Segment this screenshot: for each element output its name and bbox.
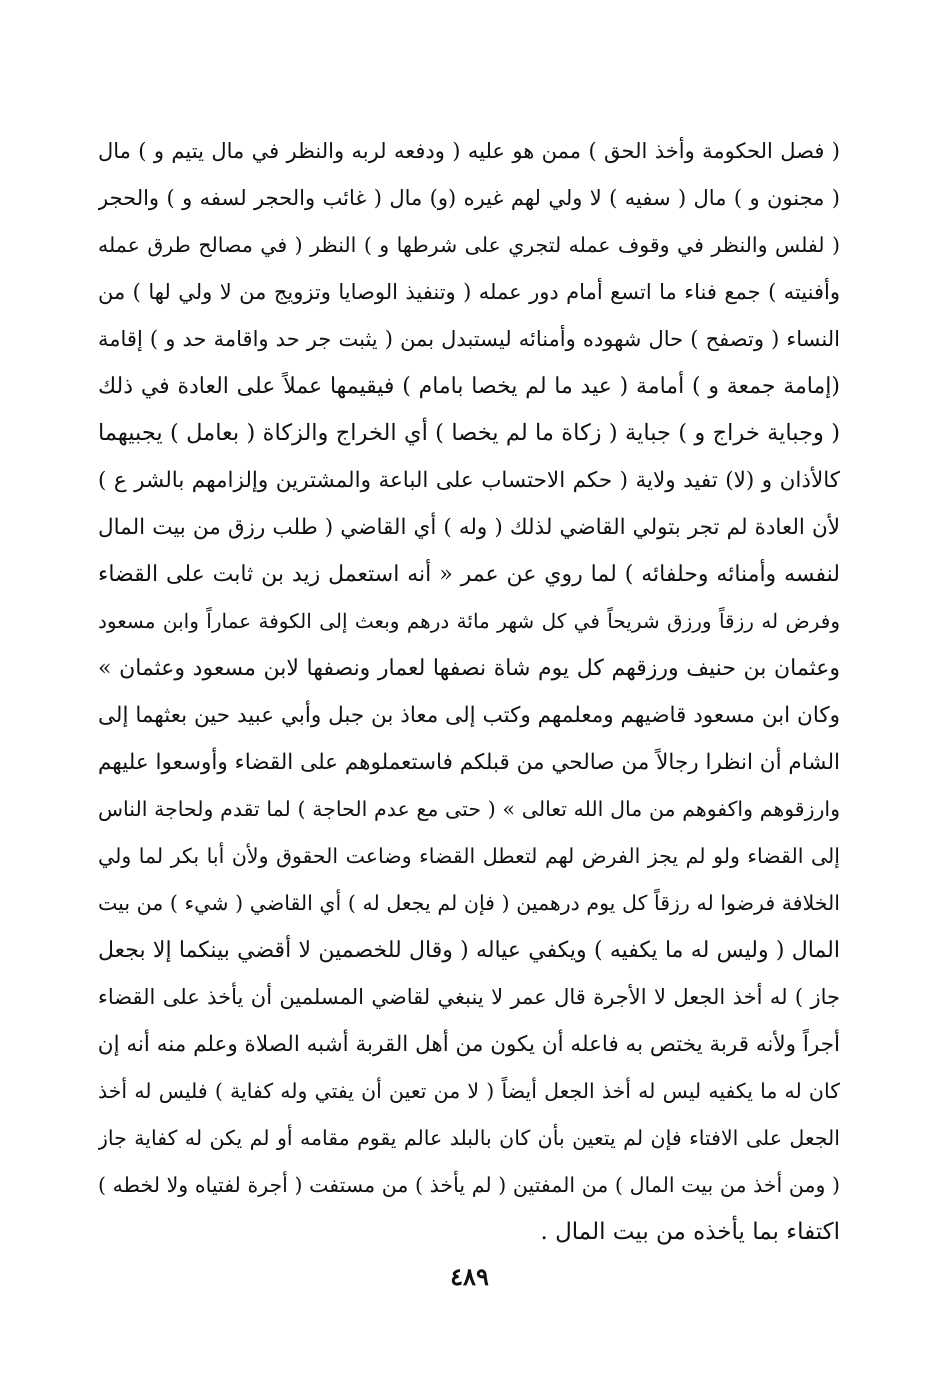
text-line: كالأذان و (لا) تفيد ولاية ( حكم الاحتساب على الباعة والمشترين وإلزامهم بالشر ع ) [98,468,840,493]
text-line: ( مجنون و ) مال ( سفيه ) لا ولي لهم غيره (و) مال ( غائب والحجر لسفه و ) والحجر [98,186,840,210]
page-number: ٤٨٩ [450,1262,489,1291]
text-line: الخلافة فرضوا له رزقاً كل يوم درهمين ( فإن لم يجعل له ) أي القاضي ( شيء ) من بيت [98,891,840,915]
text-line: النساء ( وتصفح ) حال شهوده وأمنائه ليستبدل بمن ( يثبت جر حد واقامة حد و ) إقامة [98,327,840,351]
text-line: لنفسه وأمنائه وحلفائه ) لما روي عن عمر « أنه استعمل زيد بن ثابت على القضاء [98,562,840,587]
text-line: الشام أن انظرا رجالاً من صالحي من قبلكم فاستعملوهم على القضاء وأوسعوا عليهم [98,750,840,775]
text-line: كان له ما يكفيه ليس له أخذ الجعل أيضاً ( لا من تعين أن يفتي وله كفاية ) فليس له أخذ [98,1079,840,1103]
text-line: لأن العادة لم تجر بتولي القاضي لذلك ( وله ) أي القاضي ( طلب رزق من بيت المال [98,515,840,540]
text-line: ( فصل الحكومة وأخذ الحق ) ممن هو عليه ( ودفعه لربه والنظر في مال يتيم و ) مال [98,139,840,163]
body-text [98,128,840,1256]
text-line: إلى القضاء ولو لم يجز الفرض لهم لتعطل القضاء وضاعت الحقوق ولأن أبا بكر لما ولي [98,844,840,868]
text-line: جاز ) له أخذ الجعل لا الأجرة قال عمر لا ينبغي لقاضي المسلمين أن يأخذ على القضاء [98,985,840,1009]
text-line: أجراً ولأنه قربة يختص به فاعله أن يكون من أهل القربة أشبه الصلاة وعلم منه أنه إن [98,1032,840,1057]
text-line: وأفنيته ) جمع فناء ما اتسع أمام دور عمله ( وتنفيذ الوصايا وتزويج من لا ولي لها ) من [98,280,840,304]
text-line: وارزقوهم واكفوهم من مال الله تعالى » ( حتى مع عدم الحاجة ) لما تقدم ولحاجة الناس [98,797,840,821]
text-line: ( لفلس والنظر في وقوف عمله لتجري على شرطها و ) النظر ( في مصالح طرق عمله [98,233,840,257]
text-line: ( ومن أخذ من بيت المال ) من المفتين ( لم يأخذ ) من مستفت ( أجرة لفتياه ولا لخطه ) [98,1173,840,1197]
text-line: الجعل على الافتاء فإن لم يتعين بأن كان بالبلد عالم يقوم مقامه أو لم يكن له كفاية جاز [98,1126,840,1150]
text-line: (إمامة جمعة و ) أمامة ( عيد ما لم يخصا بامام ) فيقيمها عملاً على العادة في ذلك [98,374,840,399]
text-line-last: اكتفاء بما يأخذه من بيت المال . [540,1219,840,1245]
text-line: المال ( وليس له ما يكفيه ) ويكفي عياله ( وقال للخصمين لا أقضي بينكما إلا بجعل [98,938,840,963]
text-line: وعثمان بن حنيف ورزقهم كل يوم شاة نصفها لعمار ونصفها لابن مسعود وعثمان » [98,656,840,681]
text-line: وفرض له رزقاً ورزق شريحاً في كل شهر مائة درهم وبعث إلى الكوفة عماراً وابن مسعود [98,609,840,633]
text-line: وكان ابن مسعود قاضيهم ومعلمهم وكتب إلى معاذ بن جبل وأبي عبيد حين بعثهما إلى [98,703,840,728]
text-line: ( وجباية خراج و ) جباية ( زكاة ما لم يخصا ) أي الخراج والزكاة ( بعامل ) يجبيهما [98,420,840,446]
